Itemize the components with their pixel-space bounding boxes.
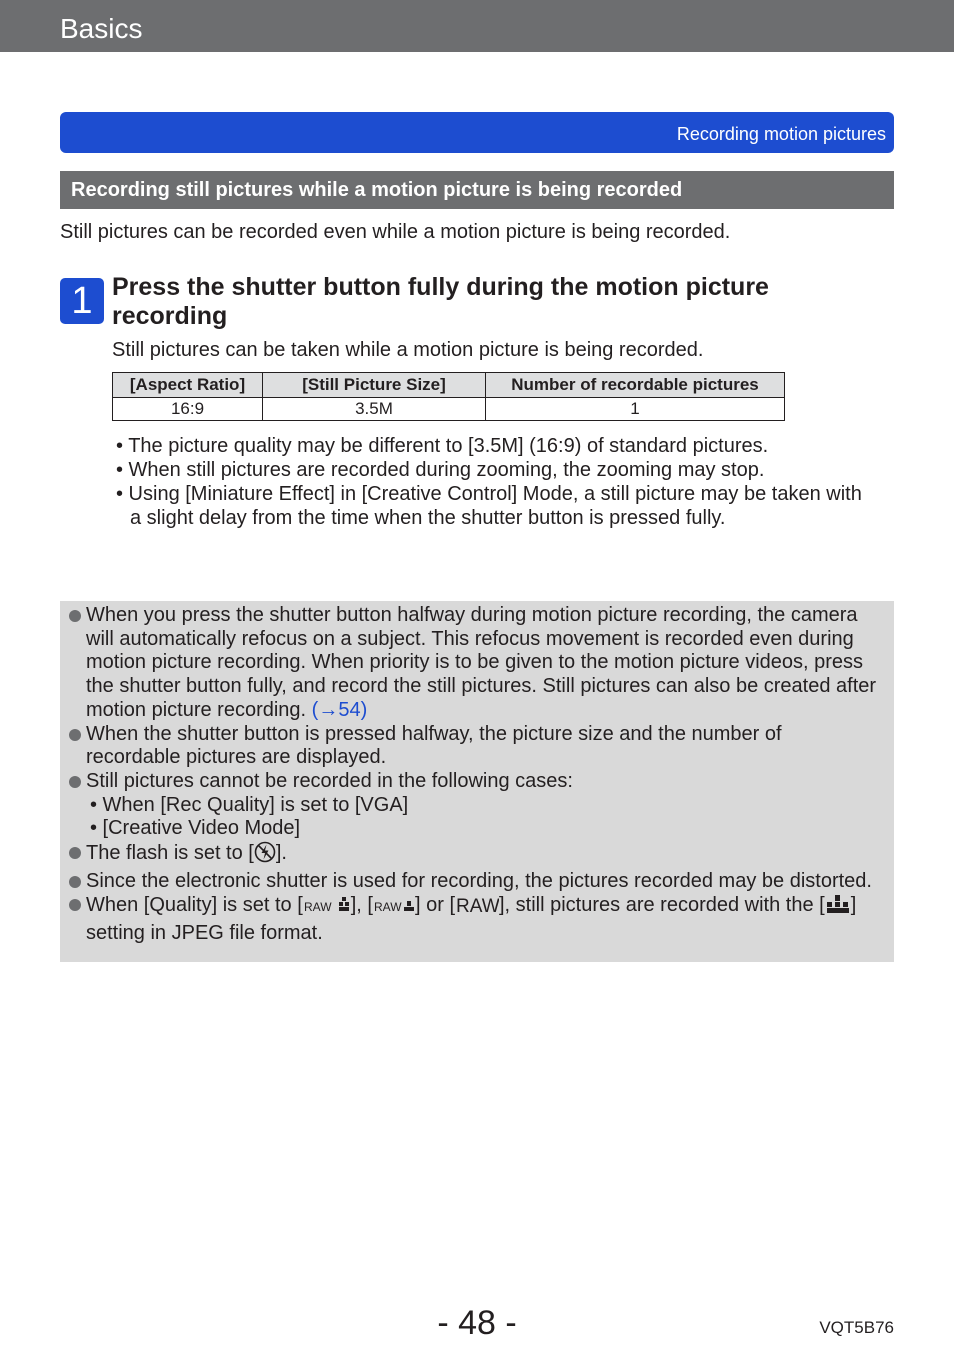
chapter-bar — [60, 112, 894, 153]
note-text: When [Quality] is set to [ — [86, 894, 303, 917]
step-subtext: Still pictures can be taken while a motion picture is being recorded. — [112, 339, 704, 361]
bullet-dot-icon — [69, 610, 81, 622]
note-item — [68, 841, 880, 870]
chapter-label[interactable]: Recording motion pictures — [676, 124, 886, 144]
note-subitem: • When [Rec Quality] is set to [VGA] — [90, 793, 409, 816]
document-code: VQT5B76 — [819, 1318, 894, 1337]
bullet-dot-icon — [69, 876, 81, 888]
note-item — [68, 723, 880, 770]
raw-icon-text: RAW — [373, 900, 402, 915]
raw-standard-icon — [373, 893, 415, 922]
note-text: ], still pictures are recorded with the [ — [499, 894, 825, 917]
raw-fine-icon — [303, 893, 351, 922]
page-reference-link[interactable]: (→54) — [311, 698, 368, 721]
raw-only-icon — [455, 893, 499, 922]
table-header: Number of recordable pictures — [486, 373, 785, 398]
fine-quality-icon — [825, 893, 851, 922]
step-heading: Press the shutter button fully during the motion picture recording — [112, 273, 769, 330]
list-item: • Using [Miniature Effect] in [Creative Control] Mode, a still picture may be taken with a slight delay from the time when the shutter button is pressed fully. — [116, 483, 862, 529]
still-picture-table — [112, 372, 785, 421]
note-text: Still pictures cannot be recorded in the following cases: — [86, 769, 573, 792]
bullet-dot-icon — [69, 899, 81, 911]
table-header: [Aspect Ratio] — [113, 373, 263, 398]
notes-box — [60, 601, 894, 962]
header-bar — [0, 0, 954, 52]
page-number: - 48 - — [437, 1304, 517, 1342]
note-text: Since the electronic shutter is used for recording, the pictures recorded may be distorted. — [86, 869, 872, 892]
bullet-dot-icon — [69, 776, 81, 788]
section-heading: Recording still pictures while a motion picture is being recorded — [71, 179, 683, 201]
table-row — [113, 398, 785, 421]
note-subitem: • [Creative Video Mode] — [90, 817, 301, 840]
bullet-dot-icon — [69, 847, 81, 859]
list-item: • When still pictures are recorded during zooming, the zooming may stop. — [116, 459, 765, 481]
flash-off-icon — [254, 841, 276, 870]
bullet-dot-icon — [69, 729, 81, 741]
note-text: When the shutter button is pressed halfway, the picture size and the number of recordable pictures are displayed. — [86, 722, 782, 769]
table-cell: 3.5M — [263, 398, 486, 421]
section-heading-bar — [60, 171, 894, 209]
note-text: When you press the shutter button halfway during motion picture recording, the camera will automatically refocus on a subject. This refocus movement is recorded even during motion picture recording. When priority is to be given to the motion picture videos, press the shutter button fully, and record the still pictures. Still pictures can also be created after motion picture recording. — [86, 604, 877, 721]
raw-icon-text: RAW — [456, 896, 499, 916]
note-text: ]. — [275, 842, 287, 865]
note-item — [68, 770, 880, 794]
intro-text: Still pictures can be recorded even while a motion picture is being recorded. — [60, 221, 731, 243]
note-text: ] or [ — [414, 894, 455, 917]
step-bullet-list — [116, 434, 876, 530]
note-text: The flash is set to [ — [86, 842, 254, 865]
section-title: Basics — [60, 13, 143, 44]
note-text: ], [ — [350, 894, 373, 917]
raw-icon-text: RAW — [303, 900, 332, 915]
table-header: [Still Picture Size] — [263, 373, 486, 398]
step-number-badge: 1 — [60, 278, 104, 324]
note-text: ] setting in JPEG file format. — [86, 894, 857, 945]
note-item — [68, 870, 880, 894]
table-cell: 1 — [486, 398, 785, 421]
table-cell: 16:9 — [113, 398, 263, 421]
note-item — [68, 604, 880, 723]
list-item: • The picture quality may be different to [3.5M] (16:9) of standard pictures. — [116, 435, 769, 457]
table-header-row — [113, 373, 785, 398]
note-item — [68, 893, 880, 945]
